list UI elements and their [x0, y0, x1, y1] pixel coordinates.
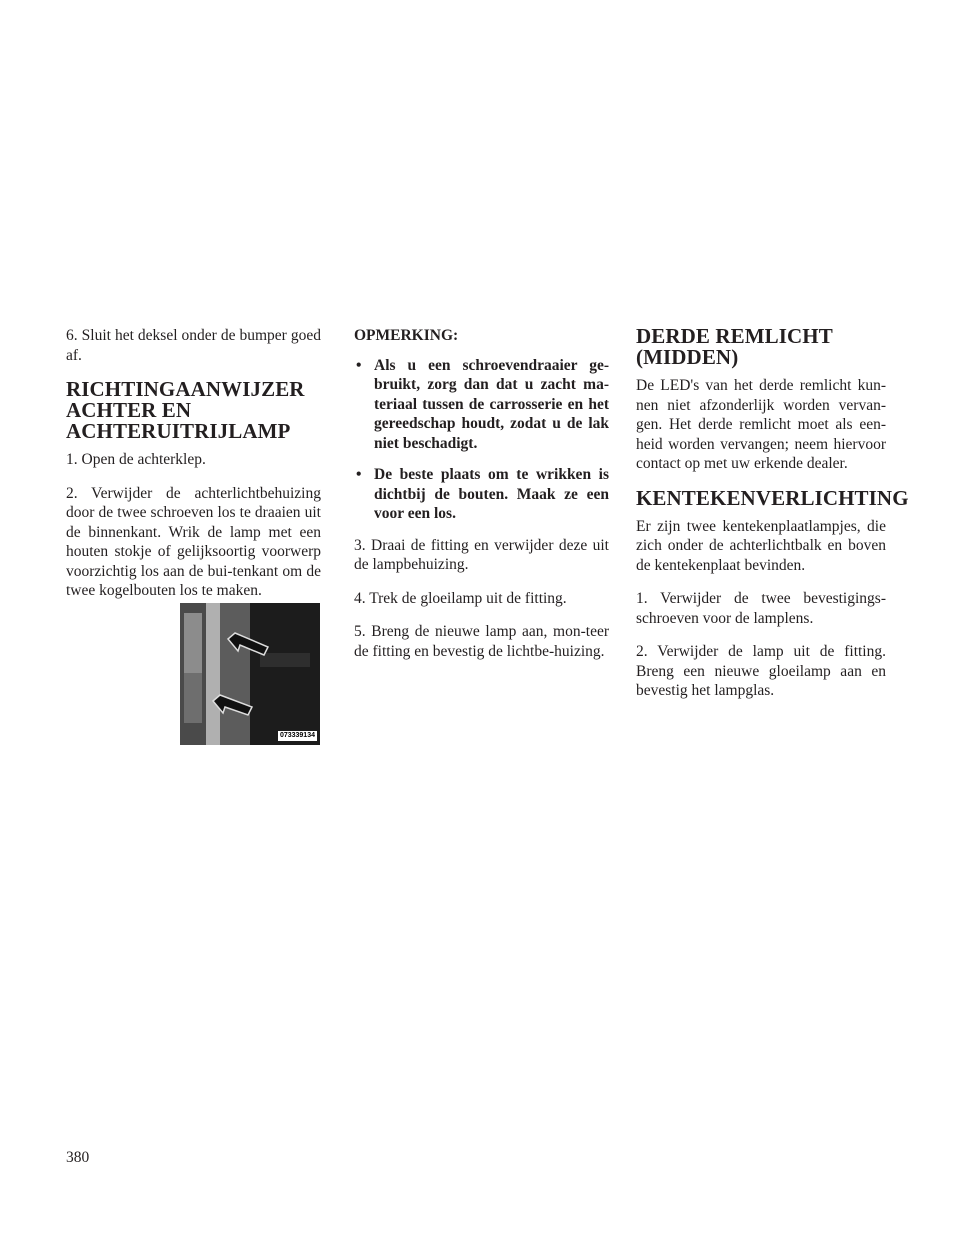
column-right	[636, 324, 909, 715]
list-item	[354, 356, 609, 454]
heading-line: ACHTER EN	[66, 398, 192, 422]
taillight-housing-photo	[180, 603, 320, 745]
bullet-text: Als u een schroevendraaier ge-bruikt, zorg dan dat u zacht ma-teriaal tussen de carrosserie en het gereedschap houdt, zodat u de lak niet beschadigt.	[374, 356, 609, 452]
list-item	[354, 465, 609, 524]
step-1-text: 1. Open de achterklep.	[66, 451, 206, 468]
step-4-text: 4. Trek de gloeilamp uit de fitting.	[354, 589, 567, 607]
note-title: OPMERKING:	[354, 327, 459, 344]
heading-line: ACHTERUITRIJLAMP	[66, 419, 291, 443]
section-heading-kentekenverlichting: KENTEKENVERLICHTING	[636, 485, 909, 510]
column-middle	[354, 326, 609, 675]
step-6-text: 6. Sluit het deksel onder de bumper goed af.	[66, 327, 321, 364]
kentekenverlichting-paragraph: Er zijn twee kentekenplaatlampjes, die zich onder de achterlichtbalk en boven de kentekenplaat bevinden.	[636, 517, 886, 574]
bullet-text: De beste plaats om te wrikken is dichtbij de bouten. Maak ze een voor een los.	[374, 466, 609, 522]
derde-remlicht-paragraph: De LED's van het derde remlicht kun-nen niet afzonderlijk worden vervan-gen. Het derde remlicht moet als een-heid worden vervangen; neem hiervoor contact op met uw erkende dealer.	[636, 377, 886, 472]
heading-line: (MIDDEN)	[636, 345, 739, 369]
step-5-text: 5. Breng de nieuwe lamp aan, mon-teer de fitting en bevestig de lichtbe-huizing.	[354, 623, 609, 660]
bullet-icon: •	[356, 466, 362, 483]
bullet-icon: •	[356, 356, 362, 374]
image-reference-code: 073339134	[279, 731, 315, 739]
note-bullet-list	[354, 356, 609, 524]
step-3-text: 3. Draai de fitting en verwijder deze uit de lampbehuizing.	[354, 536, 609, 573]
page-number: 380	[66, 1149, 90, 1166]
photo-illustration	[180, 603, 320, 745]
step-1-text: 1. Verwijder de twee bevestigings-schroeven voor de lamplens.	[636, 590, 886, 627]
step-2-text: 2. Verwijder de achterlichtbehuizing door de twee schroeven los te draaien uit de binnenkant. Wrik de lamp met een houten stokje of gelijksoortig voorwerp voorzichtig los aan de bui-tenkant om de twee kogelbouten los te maken.	[66, 484, 321, 599]
heading-line: RICHTINGAANWIJZER	[66, 377, 305, 401]
section-heading-derde-remlicht	[636, 326, 886, 368]
step-2-text: 2. Verwijder de lamp uit de fitting. Breng een nieuwe gloeilamp aan en bevestig het lampglas.	[636, 643, 886, 699]
section-heading-richtingaanwijzer	[66, 379, 321, 442]
column-left	[66, 326, 321, 745]
heading-line: DERDE REMLICHT	[636, 324, 833, 348]
